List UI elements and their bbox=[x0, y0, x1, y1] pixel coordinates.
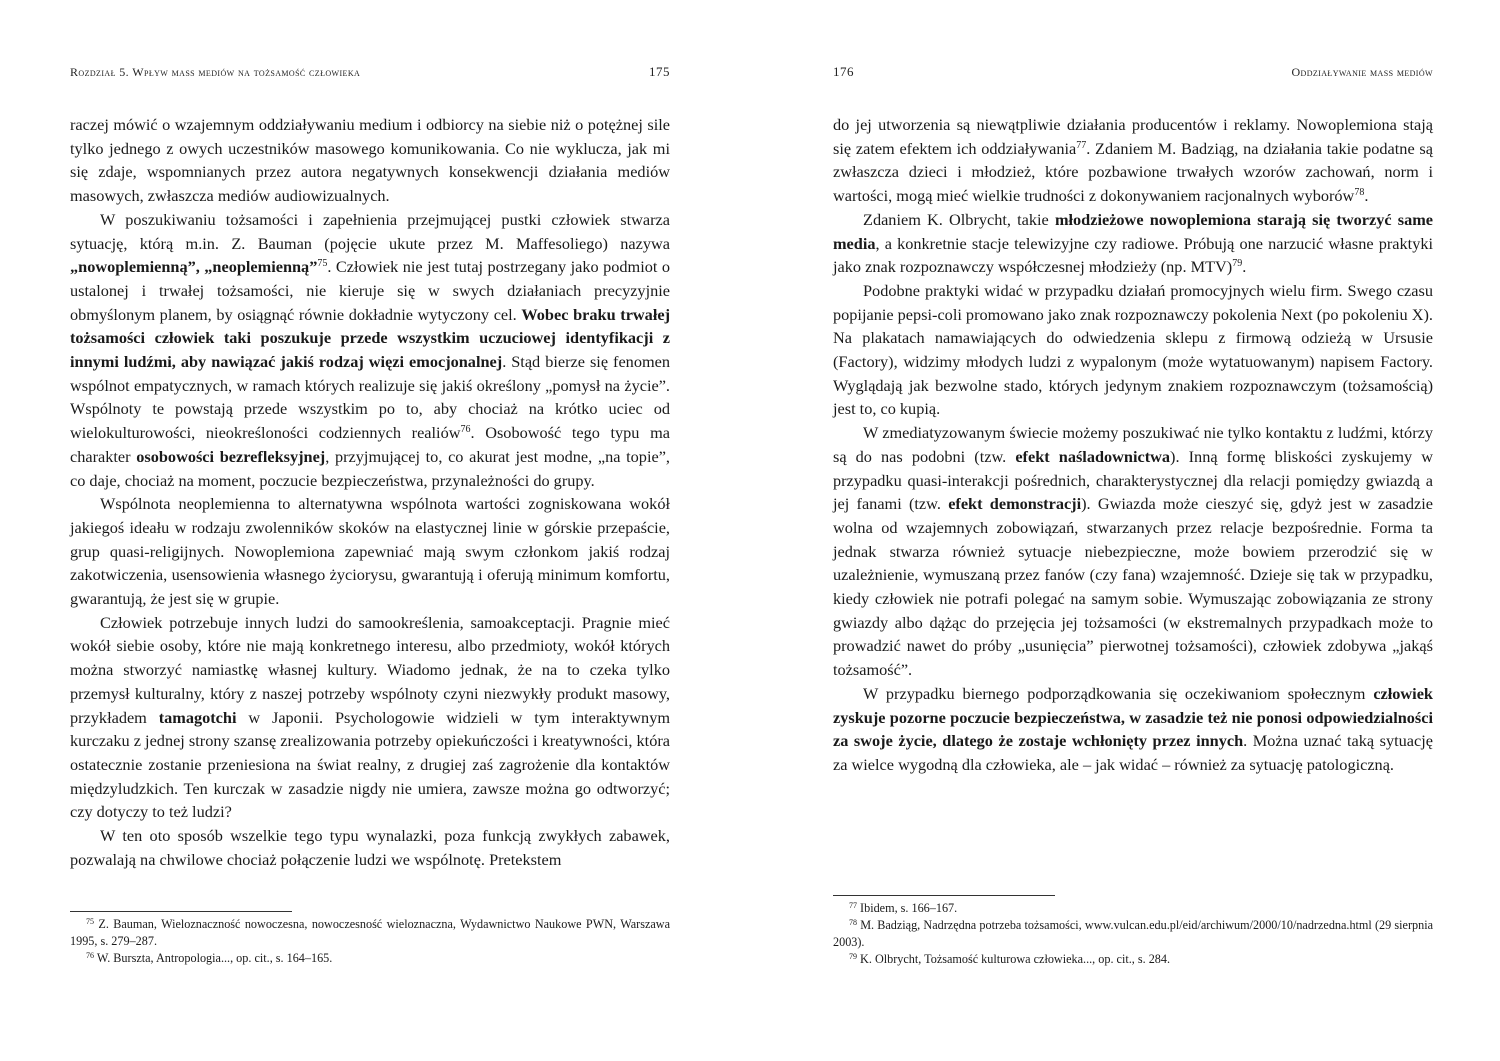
text-segment: . Można uznać taką sytuację za wielce wygodną dla człowieka, ale – jak widać – również za sytuację patologiczną. bbox=[833, 731, 1434, 774]
footnote-text: Ibidem, s. 166–167. bbox=[860, 901, 958, 915]
left-page-number: 175 bbox=[649, 64, 670, 79]
footnote bbox=[833, 951, 1433, 968]
paragraph bbox=[70, 113, 670, 208]
right-header-title: Oddziaływanie mass mediów bbox=[1291, 65, 1433, 79]
text-segment: W zmediatyzowanym świecie możemy poszukiwać nie tylko kontaktu z ludźmi, którzy są do nas podobni (tzw. bbox=[833, 423, 1433, 466]
paragraph bbox=[70, 492, 670, 611]
footnote bbox=[833, 900, 1433, 917]
left-footnote-rule bbox=[70, 911, 292, 912]
bold-text: efekt demonstracji bbox=[948, 494, 1082, 514]
paragraph bbox=[833, 208, 1433, 279]
text-segment: W ten oto sposób wszelkie tego typu wynalazki, poza funkcją zwykłych zabawek, pozwalają na chwilowe chociaż połączenie ludzi we wspólnotę. Pretekstem bbox=[70, 826, 670, 869]
text-segment: ). Gwiazda może cieszyć się, gdyż jest w zasadzie wolna od wzajemnych zobowiązań, stwarzanych przez relacje bezpośrednie. Forma ta jednak stwarza również sytuacje niebezpieczne, może bowiem przerodzić się w uzależnienie, wymuszaną przez fanów (czy fana) wzajemność. Dzieje się tak w przypadku, kiedy człowiek nie potrafi polegać na samym sobie. Wymuszając zobowiązania ze strony gwiazdy albo dążąc do przejęcia jej tożsamości (w ekstremalnych przypadkach może to prowadzić nawet do próby „usunięcia” pierwotnej tożsamości), człowiek zdobywa „jakąś tożsamość”. bbox=[833, 494, 1433, 680]
footnote bbox=[833, 917, 1433, 951]
footnote-text: Z. Bauman, Wieloznaczność nowoczesna, nowoczesność wieloznaczna, Wydawnictwo Naukowe PWN, Warszawa 1995, s. 279–287. bbox=[70, 917, 670, 948]
footnote-number: 79 bbox=[849, 952, 857, 961]
bold-text: osobowości bezrefleksyjnej bbox=[136, 446, 326, 466]
footnote-ref: 76 bbox=[460, 424, 471, 436]
footnote-text: W. Burszta, Antropologia..., op. cit., s. 164–165. bbox=[96, 951, 333, 965]
bold-text: Wobec braku trwałej tożsamości człowiek taki poszukuje przede wszystkim uczuciowej identyfikacji z innymi ludźmi, aby nawiązać jakiś rodzaj więzi emocjonalnej bbox=[70, 304, 670, 372]
right-page bbox=[833, 0, 1433, 1061]
left-header-title: Rozdział 5. Wpływ mass mediów na tożsamość człowieka bbox=[70, 65, 361, 79]
text-segment: . Zdaniem M. Badziąg, na działania takie podatne są zwłaszcza dzieci i młodzież, które pozbawione trwałych wzorów zachowań, norm i wartości, mogą mieć wielkie trudności z dokonywaniem racjonalnych wyborów bbox=[833, 138, 1433, 206]
text-segment: . Osobowość tego typu ma charakter bbox=[70, 423, 670, 466]
paragraph bbox=[833, 113, 1433, 208]
paragraph bbox=[70, 208, 670, 492]
text-segment: Zdaniem K. Olbrycht, takie bbox=[863, 209, 1055, 229]
footnote-number: 78 bbox=[849, 918, 857, 927]
footnote-text: M. Badziąg, Nadrzędna potrzeba tożsamości, www.vulcan.edu.pl/eid/archiwum/2000/10/nadrzedna.html (29 sierpnia 2003). bbox=[833, 918, 1433, 949]
footnote-number: 77 bbox=[849, 901, 857, 910]
paragraph bbox=[833, 421, 1433, 682]
paragraph bbox=[833, 682, 1433, 777]
footnote-number: 76 bbox=[86, 951, 94, 960]
footnote-text: K. Olbrycht, Tożsamość kulturowa człowieka..., op. cit., s. 284. bbox=[860, 952, 1171, 966]
text-segment: Człowiek potrzebuje innych ludzi do samookreślenia, samoakceptacji. Pragnie mieć wokół siebie osoby, które nie mają konkretnego interesu, albo przedmioty, wokół których można stworzyć namiastkę własnej kultury. Wiadomo jednak, że na to czeka tylko przemysł kulturalny, który z naszej potrzeby wspólnoty czyni niezwykły produkt masowy, przykładem bbox=[70, 612, 670, 727]
left-running-header bbox=[70, 64, 670, 80]
text-segment: . bbox=[1364, 186, 1369, 206]
footnote-ref: 79 bbox=[1232, 258, 1243, 270]
text-segment: Wspólnota neoplemienna to alternatywna wspólnota wartości zogniskowana wokół jakiegoś ideału w rodzaju zwolenników skoków na elastycznej linie w górskie przepaście, grup quasi-religijnych. Nowoplemiona zapewniać mają swym członkom jakiś rodzaj zakotwiczenia, usensowienia własnego życiorysu, gwarantują i oferują minimum komfortu, gwarantują, że jest się w grupie. bbox=[70, 494, 670, 609]
right-body-text bbox=[833, 113, 1433, 777]
paragraph bbox=[70, 611, 670, 824]
paragraph bbox=[70, 824, 670, 871]
footnote-ref: 77 bbox=[1076, 139, 1087, 151]
left-body-text bbox=[70, 113, 670, 872]
footnote-number: 75 bbox=[86, 917, 94, 926]
footnote bbox=[70, 950, 670, 967]
text-segment: raczej mówić o wzajemnym oddziaływaniu medium i odbiorcy na siebie niż o potężnej sile tylko jednego z owych uczestników masowego komunikowania. Co nie wyklucza, jak mi się zdaje, wspomnianych przez autora negatywnych konsekwencji działania mediów masowych, zwłaszcza mediów audiowizualnych. bbox=[70, 115, 670, 206]
text-segment: . Człowiek nie jest tutaj postrzegany jako podmiot o ustalonej i trwałej tożsamości, nie kieruje się w swych działaniach precyzyjnie obmyślonym planem, by osiągnąć równie dokładnie wytyczony cel. bbox=[70, 257, 670, 324]
text-segment: , przyjmującej to, co akurat jest modne, „na topie”, co daje, chociaż na moment, poczucie bezpieczeństwa, przynależności do grupy. bbox=[70, 446, 670, 490]
text-segment: ). Inną formę bliskości zyskujemy w przypadku quasi-interakcji pośrednich, charakterystycznej dla relacji pomiędzy gwiazdą a jej fanami (tzw. bbox=[833, 446, 1433, 514]
footnote-ref: 75 bbox=[317, 258, 328, 270]
text-segment: W przypadku biernego podporządkowania się oczekiwaniom społecznym bbox=[863, 683, 1374, 703]
text-segment: . bbox=[1242, 257, 1247, 277]
right-page-number: 176 bbox=[833, 64, 854, 79]
text-segment: . Stąd bierze się fenomen wspólnot empatycznych, w ramach których realizuje się jakiś określony „pomysł na życie”. Wspólnoty te powstają przede wszystkim po to, aby chociaż na krótko uciec od wielokulturowości, nieokreśloności codziennych realiów bbox=[70, 352, 670, 443]
text-segment: W poszukiwaniu tożsamości i zapełnienia przejmującej pustki człowiek stwarza sytuację, którą m.in. Z. Bauman (pojęcie ukute przez M. Maffesoliego) nazywa bbox=[70, 209, 670, 253]
bold-text: „nowoplemienną”, „neoplemienną” bbox=[70, 257, 318, 277]
text-segment: do jej utworzenia są niewątpliwie działania producentów i reklamy. Nowoplemiona stają się zatem efektem ich oddziaływania bbox=[833, 115, 1433, 158]
right-footnote-rule bbox=[833, 895, 1055, 896]
bold-text: tamagotchi bbox=[158, 707, 237, 727]
text-segment: , a konkretnie stacje telewizyjne czy radiowe. Próbują one narzucić własne praktyki jako znak rozpoznawczy współczesnej młodzieży (np. MTV) bbox=[833, 233, 1433, 277]
text-segment: w Japonii. Psychologowie widzieli w tym interaktywnym kurczaku z jednej strony szansę zrealizowania potrzeby opiekuńczości i kreatywności, która ostatecznie zostanie przeniesiona na świat realny, z drugiej zaś zagrożenie dla kontaktów międzyludzkich. Ten kurczak w zasadzie nigdy nie umiera, zawsze można go odtworzyć; czy dotyczy to też ludzi? bbox=[70, 707, 670, 822]
paragraph bbox=[833, 279, 1433, 421]
bold-text: człowiek zyskuje pozorne poczucie bezpieczeństwa, w zasadzie też nie ponosi odpowiedzialności za swoje życie, dlatego że zostaje wchłonięty przez innych bbox=[833, 683, 1433, 751]
footnote bbox=[70, 916, 670, 950]
bold-text: efekt naśladownictwa bbox=[1015, 446, 1171, 466]
left-page bbox=[70, 0, 670, 1061]
right-running-header bbox=[833, 64, 1433, 80]
footnote-ref: 78 bbox=[1354, 187, 1365, 199]
left-footnotes bbox=[70, 916, 670, 967]
right-footnotes bbox=[833, 900, 1433, 968]
text-segment: Podobne praktyki widać w przypadku działań promocyjnych wielu firm. Swego czasu popijanie pepsi-coli promowano jako znak rozpoznawczy pokolenia Next (po pokoleniu X). Na plakatach namawiających do odwiedzenia sklepu z firmową odzieżą w Ursusie (Factory), widzimy młodych ludzi z wypalonym (może wytatuowanym) napisem Factory. Wyglądają jak bezwolne stado, których jedynym znakiem rozpoznawczym (tożsamością) jest to, co kupią. bbox=[833, 280, 1433, 419]
bold-text: młodzieżowe nowoplemiona starają się tworzyć same media bbox=[833, 209, 1433, 253]
